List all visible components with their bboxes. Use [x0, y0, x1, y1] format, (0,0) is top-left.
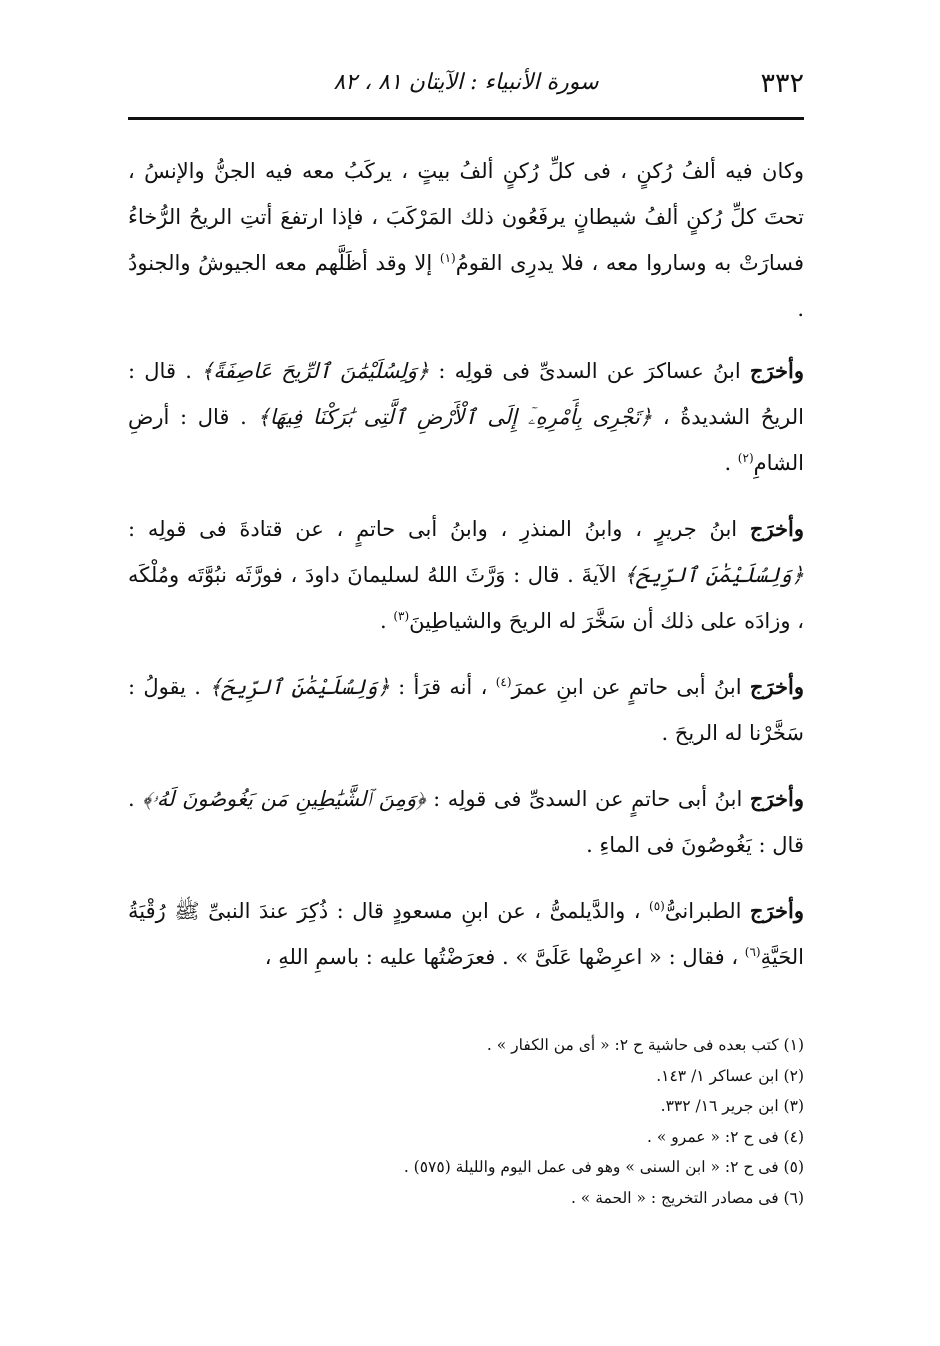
paragraph — [128, 776, 804, 868]
footnote-ref: (٢) — [737, 451, 754, 465]
main-text — [128, 148, 804, 1000]
footnote-ref: (٦) — [744, 945, 761, 959]
footnote-ref: (٤) — [495, 675, 512, 689]
footnote: (١) كتب بعده فى حاشية ح ٢: « أى من الكفار » . — [486, 1036, 804, 1054]
quran-quote: ﴿وَلِسُلَيْمَٰنَ ٱلرِّيحَ﴾ — [209, 675, 390, 699]
paragraph — [128, 664, 804, 756]
paragraph-text: إلا وقد أظَلَّهم معه الجيوشُ والجنودُ . — [128, 251, 804, 321]
paragraph-text: . قال : يَغُوصُونَ فى الماءِ . — [128, 787, 804, 857]
paragraph-text: الآيةَ . قال : وَرَّثَ اللهُ لسليمانَ داودَ ، فورَّثَه نبُوَّتَه ومُلْكَه ، وزادَه على ذلك أن سَخَّرَ له الريحَ والشياطِينَ — [128, 563, 804, 633]
footnote: (٦) فى مصادر التخريج : « الحمة » . — [570, 1188, 804, 1207]
footnote: (٤) فى ح ٢: « عمرو » . — [647, 1127, 804, 1146]
quran-quote: ﴿تَجْرِى بِأَمْرِهِۦٓ إِلَى ٱلْأَرْضِ ٱلَّتِى بَٰرَكْنَا فِيهَا﴾ — [257, 405, 653, 429]
paragraph-text: ، والدَّيلمىُّ ، عن ابنِ مسعودٍ قال : ذُكِرَ عندَ النبىِّ ﷺ رُقْيَةُ الحَيَّةِ — [128, 899, 804, 969]
footnote-ref: (١) — [439, 251, 456, 265]
paragraph-text: الطبرانىُّ — [664, 899, 750, 923]
running-title: سورة الأنبياء : الآيتان ٨١ ، ٨٢ — [333, 70, 599, 95]
footnote: (٣) ابن جرير ١٦/ ٣٣٢. — [660, 1097, 804, 1115]
page-number: ٣٣٢ — [760, 68, 804, 99]
footnote-ref: (٥) — [649, 899, 665, 913]
paragraph-text: ابنُ أبى حاتمٍ عن ابنِ عمرَ — [511, 675, 750, 699]
paragraph-lead: وأخرَج — [749, 898, 804, 923]
footnote: (٢) ابن عساكر ١/ ١٤٣. — [656, 1066, 804, 1085]
paragraph-text: . — [379, 609, 394, 633]
quran-quote: ﴿وَلِسُلَيْمَٰنَ ٱلرِّيحَ﴾ — [624, 563, 804, 587]
paragraph-text: ابنُ عساكرَ عن السدىِّ فى قولِه : — [429, 359, 750, 383]
paragraph-text: وكان فيه ألفُ رُكنٍ ، فى كلِّ رُكنٍ ألفُ بيتٍ ، يركَبُ معه فيه الجنُّ والإنسُ ، تحتَ كلِّ رُكنٍ ألفُ شيطانٍ يرفَعُون ذلك المَرْكَبَ ، فإذا ارتفعَ أتتِ الريحُ الرُّخاءُ فسارَتْ به وساروا معه ، فلا يدرِى القومُ — [128, 159, 804, 275]
quran-quote: ﴿وَمِنَ ٱلشَّيَٰطِينِ مَن يَغُوصُونَ لَهُۥ﴾ — [142, 787, 426, 811]
paragraph-text: . — [724, 451, 738, 475]
page-header — [128, 62, 804, 122]
paragraph-lead: وأخرَج — [749, 358, 804, 383]
paragraph-text: . قال : أرضِ الشامِ — [128, 405, 804, 475]
footnote: (٥) فى ح ٢: « ابن السنى » وهو فى عمل اليوم والليلة (٥٧٥) . — [403, 1158, 804, 1176]
paragraph — [128, 148, 804, 332]
paragraph-lead: وأخرَج — [749, 674, 804, 699]
paragraph-text: ابنُ أبى حاتمٍ عن السدىِّ فى قولِه : — [425, 787, 750, 811]
paragraph-text: ، أنه قرَأ : — [389, 675, 496, 699]
paragraph — [128, 348, 804, 486]
paragraph-text: ابنُ جريرٍ ، وابنُ المنذرِ ، وابنُ أبى حاتمٍ ، عن قتادةَ فى قولِه : — [128, 517, 750, 541]
paragraph — [128, 888, 804, 980]
paragraph — [128, 506, 804, 644]
paragraph-lead: وأخرَج — [749, 516, 804, 541]
paragraph-text: ، فقال : « اعرِضْها عَلَىَّ » . فعرَضْتُها عليه : باسمِ اللهِ ، — [264, 945, 745, 969]
footnote-ref: (٣) — [393, 609, 410, 623]
quran-quote: ﴿وَلِسُلَيْمَٰنَ ٱلرِّيحَ عَاصِفَةً﴾ — [201, 359, 430, 383]
header-rule — [128, 117, 804, 120]
paragraph-lead: وأخرَج — [749, 786, 805, 811]
paragraph-text: . قال : الريحُ الشديدةُ ، — [128, 359, 804, 429]
paragraph-text: . يقولُ : سَخَّرْنا له الريحَ . — [128, 675, 804, 745]
footnotes — [128, 1030, 804, 1213]
